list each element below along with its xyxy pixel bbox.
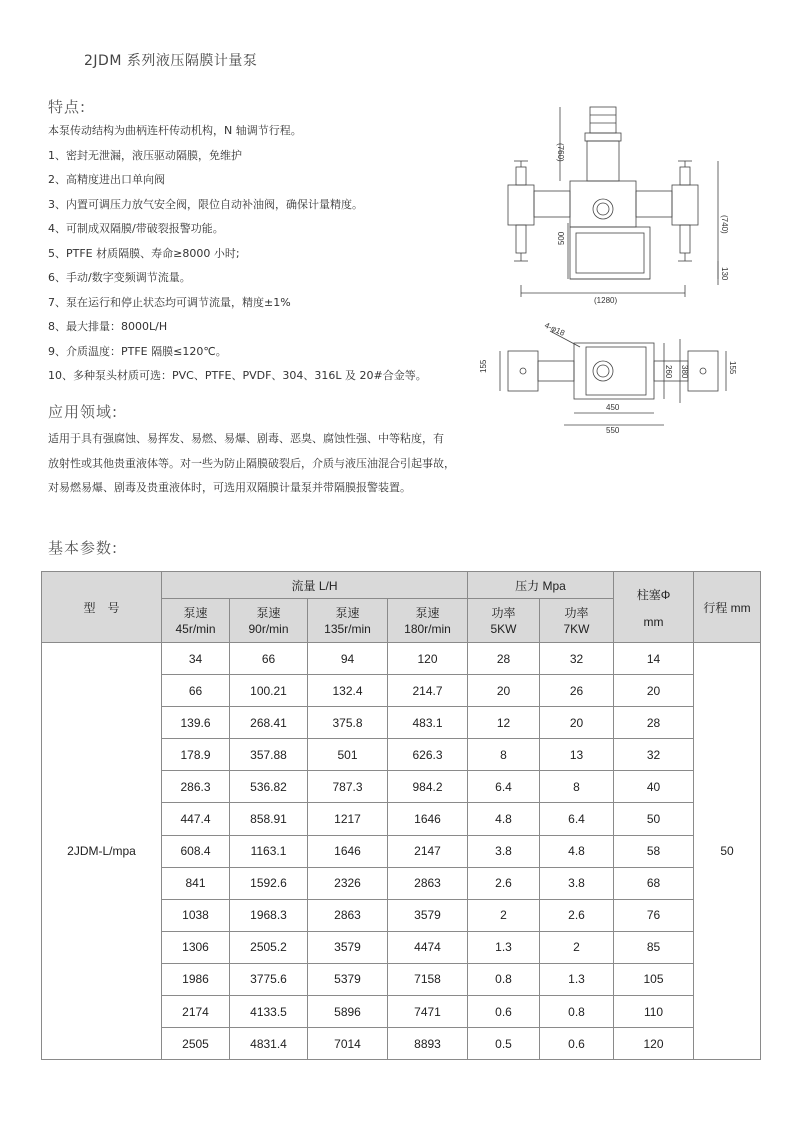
table-cell: 0.5 [468, 1028, 540, 1060]
applications-text [48, 432, 518, 506]
table-cell: 447.4 [162, 803, 230, 835]
table-cell: 2863 [388, 867, 468, 899]
header-pressure: 压力 Mpa [468, 572, 614, 599]
table-cell: 120 [388, 643, 468, 675]
table-cell: 8 [540, 771, 614, 803]
table-cell: 1646 [388, 803, 468, 835]
dim-380: 380 [680, 365, 689, 379]
table-cell: 0.6 [540, 1028, 614, 1060]
stroke-cell: 50 [694, 643, 761, 1060]
table-cell: 139.6 [162, 707, 230, 739]
features-list [48, 124, 508, 394]
table-cell: 110 [614, 996, 694, 1028]
table-cell: 28 [468, 643, 540, 675]
table-cell: 286.3 [162, 771, 230, 803]
model-cell: 2JDM-L/mpa [42, 643, 162, 1060]
table-cell: 2.6 [540, 899, 614, 931]
table-cell: 7014 [308, 1028, 388, 1060]
header-flow-45: 泵速 45r/min [162, 599, 230, 643]
table-cell: 5896 [308, 996, 388, 1028]
table-cell: 1217 [308, 803, 388, 835]
table-cell: 28 [614, 707, 694, 739]
table-cell: 1306 [162, 931, 230, 963]
table-cell: 7471 [388, 996, 468, 1028]
table-cell: 8 [468, 739, 540, 771]
table-cell: 0.6 [468, 996, 540, 1028]
feature-item: 1、密封无泄漏，液压驱动隔膜，免维护 [48, 148, 242, 162]
table-cell: 105 [614, 963, 694, 995]
table-cell: 14 [614, 643, 694, 675]
table-cell: 1592.6 [230, 867, 308, 899]
table-cell: 787.3 [308, 771, 388, 803]
table-cell: 984.2 [388, 771, 468, 803]
application-line: 适用于具有强腐蚀、易挥发、易燃、易爆、剧毒、恶臭、腐蚀性强、中等粘度，有 [48, 432, 444, 445]
table-cell: 2326 [308, 867, 388, 899]
table-cell: 2 [540, 931, 614, 963]
applications-heading: 应用领域: [48, 403, 119, 421]
table-cell: 8893 [388, 1028, 468, 1060]
dim-130: 130 [720, 267, 729, 281]
table-cell: 0.8 [540, 996, 614, 1028]
table-cell: 3579 [308, 931, 388, 963]
header-stroke: 行程 mm [694, 572, 761, 643]
table-cell: 1.3 [540, 963, 614, 995]
table-cell: 68 [614, 867, 694, 899]
header-flow-135: 泵速 135r/min [308, 599, 388, 643]
application-line: 放射性或其他贵重液体等。对一些为防止隔膜破裂后，介质与液压油混合引起事故， [48, 456, 455, 470]
feature-item: 本泵传动结构为曲柄连杆传动机构，N 轴调节行程。 [48, 124, 302, 137]
features-heading: 特点: [48, 98, 87, 116]
table-cell: 4.8 [540, 835, 614, 867]
table-cell: 4831.4 [230, 1028, 308, 1060]
table-cell: 858.91 [230, 803, 308, 835]
feature-item: 9、介质温度：PTFE 隔膜≤120℃。 [48, 344, 227, 358]
dim-4-phi18: 4-φ18 [543, 320, 567, 338]
header-power-7kw: 功率 7KW [540, 599, 614, 643]
dim-500: 500 [557, 231, 566, 245]
dim-550: 550 [606, 426, 620, 435]
table-cell: 5379 [308, 963, 388, 995]
header-flow-180: 泵速 180r/min [388, 599, 468, 643]
table-cell: 20 [540, 707, 614, 739]
header-flow-90: 泵速 90r/min [230, 599, 308, 643]
table-cell: 4.8 [468, 803, 540, 835]
table-cell: 2863 [308, 899, 388, 931]
parameters-table-body [42, 643, 761, 1060]
table-row [42, 643, 761, 675]
header-power-5kw: 功率 5KW [468, 599, 540, 643]
table-cell: 100.21 [230, 675, 308, 707]
header-plunger-label: 柱塞Φ [636, 587, 671, 602]
table-cell: 214.7 [388, 675, 468, 707]
table-cell: 94 [308, 643, 388, 675]
table-cell: 32 [540, 643, 614, 675]
feature-item: 5、PTFE 材质隔膜、寿命≥8000 小时; [48, 246, 240, 260]
table-cell: 3.8 [540, 867, 614, 899]
table-cell: 4133.5 [230, 996, 308, 1028]
table-cell: 268.41 [230, 707, 308, 739]
table-cell: 2505.2 [230, 931, 308, 963]
table-cell: 13 [540, 739, 614, 771]
table-cell: 7158 [388, 963, 468, 995]
table-cell: 0.8 [468, 963, 540, 995]
parameters-table [41, 571, 761, 1060]
dim-155-left: 155 [479, 359, 488, 373]
table-cell: 120 [614, 1028, 694, 1060]
table-cell: 32 [614, 739, 694, 771]
table-cell: 3579 [388, 899, 468, 931]
feature-item: 8、最大排量：8000L/H [48, 320, 168, 333]
table-cell: 841 [162, 867, 230, 899]
table-cell: 1646 [308, 835, 388, 867]
table-cell: 501 [308, 739, 388, 771]
table-cell: 483.1 [388, 707, 468, 739]
table-cell: 58 [614, 835, 694, 867]
feature-item: 7、泵在运行和停止状态均可调节流量，精度±1% [48, 295, 291, 309]
table-cell: 375.8 [308, 707, 388, 739]
table-cell: 6.4 [468, 771, 540, 803]
table-cell: 2147 [388, 835, 468, 867]
table-cell: 608.4 [162, 835, 230, 867]
feature-item: 3、内置可调压力放气安全阀，限位自动补油阀，确保计量精度。 [48, 197, 363, 211]
table-cell: 26 [540, 675, 614, 707]
header-model: 型 号 [42, 572, 162, 643]
params-heading: 基本参数: [48, 539, 119, 557]
table-cell: 20 [468, 675, 540, 707]
table-cell: 1986 [162, 963, 230, 995]
table-cell: 536.82 [230, 771, 308, 803]
table-cell: 66 [230, 643, 308, 675]
table-cell: 85 [614, 931, 694, 963]
table-cell: 178.9 [162, 739, 230, 771]
table-cell: 2505 [162, 1028, 230, 1060]
table-cell: 20 [614, 675, 694, 707]
table-cell: 3775.6 [230, 963, 308, 995]
table-cell: 4474 [388, 931, 468, 963]
table-cell: 626.3 [388, 739, 468, 771]
dim-760: (760) [556, 143, 565, 162]
feature-item: 6、手动/数字变频调节流量。 [48, 271, 191, 284]
header-plunger [614, 572, 694, 643]
table-cell: 66 [162, 675, 230, 707]
table-cell: 1.3 [468, 931, 540, 963]
dim-155-right: 155 [728, 361, 737, 375]
feature-item: 4、可制成双隔膜/带破裂报警功能。 [48, 222, 224, 235]
table-cell: 50 [614, 803, 694, 835]
feature-item: 10、多种泵头材质可选：PVC、PTFE、PVDF、304、316L 及 20#合金等。 [48, 369, 427, 382]
document-title: 2JDM 系列液压隔膜计量泵 [84, 53, 258, 69]
table-cell: 40 [614, 771, 694, 803]
dim-740: (740) [720, 215, 729, 234]
table-cell: 357.88 [230, 739, 308, 771]
table-cell: 3.8 [468, 835, 540, 867]
table-cell: 2.6 [468, 867, 540, 899]
dim-1280: (1280) [594, 296, 618, 305]
application-line: 对易燃易爆、剧毒及贵重液体时，可选用双隔膜计量泵并带隔膜报警装置。 [48, 481, 411, 494]
table-cell: 1968.3 [230, 899, 308, 931]
table-cell: 6.4 [540, 803, 614, 835]
feature-item: 2、高精度进出口单向阀 [48, 173, 165, 186]
header-plunger-unit: mm [643, 614, 664, 629]
dim-450: 450 [606, 403, 620, 412]
table-cell: 76 [614, 899, 694, 931]
table-cell: 1163.1 [230, 835, 308, 867]
table-cell: 2 [468, 899, 540, 931]
pump-dimension-drawing [479, 95, 760, 435]
table-cell: 12 [468, 707, 540, 739]
header-flow: 流量 L/H [162, 572, 468, 599]
dim-260: 260 [664, 365, 673, 379]
table-cell: 1038 [162, 899, 230, 931]
table-cell: 34 [162, 643, 230, 675]
table-cell: 132.4 [308, 675, 388, 707]
table-cell: 2174 [162, 996, 230, 1028]
